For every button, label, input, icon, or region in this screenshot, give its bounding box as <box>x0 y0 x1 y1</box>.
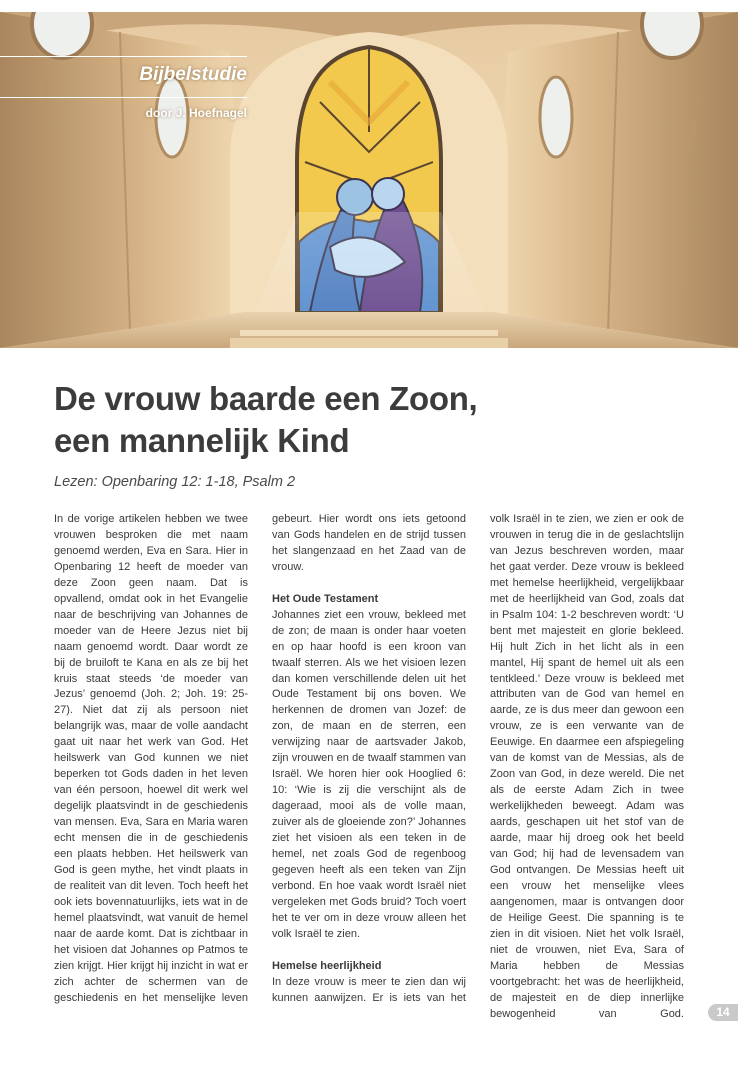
article-title-line-2: een mannelijk Kind <box>54 422 350 459</box>
series-title: Bijbelstudie <box>139 64 247 85</box>
reading-reference: Lezen: Openbaring 12: 1-18, Psalm 2 <box>54 474 296 490</box>
paragraph: In de vorige artikelen hebben we twee vrouwen besproken die met naam genoemd werden, Eva en Sara. Hier in Openbaring 12 heeft de moeder van deze Zoon geen naam. Dat is opvallend, omdat ook in het Evangelie naar de beschrijving van Johannes de moeder van de Heere Jezus niet bij naam genoemd wordt. Daar wordt ze bij de bruiloft te Kana en als ze bij het kruis staat steeds ‘de moeder van Jezus’ genoemd (Joh. 2; Joh. 19: 25-27). Niet dat zij als persoon niet belangrijk was, maar de volle aandacht gaat uit naar het werk van God. Het heilswerk van God kunnen we niet beperken tot Gods daden in het leven van één persoon, hoewel dit werk wel degelijk plaatsvindt in de geschiedenis van mensen. Eva, Sara en Maria waren echt mensen die in de geschiedenis een plaats hebben. Het heilswerk van God is geen mythe, het vindt plaats in de realiteit van dit leven. Toch heeft het ook iets bovennatuurlijks, iets wat in de hemel plaatsvindt, wat vanuit de hemel naar de aarde komt. Dat is zichtbaar in het visioen dat Johannes op Patmos te zien krijgt. Hier krijgt hij inzicht in wat er zich achter de schermen van de geschiedenis en het menselijke leven <box>54 513 248 1004</box>
paragraph: Johannes ziet een vrouw, bekleed met de zon; de maan is onder haar voeten en op haar hoofd is een kroon van twaalf sterren. Als we het visioen lezen dan komen verschillende delen uit het Oude Testament bij ons boven. We herkennen de dromen van Jozef: de zon, de maan en de sterren, een verwijzing naar de aartsvader Jakob, zijn vrouwen en de twaalf stammen van Israël. We horen hier ook Hooglied 6: 10: ‘Wie is zij die verschijnt als de dageraad, mooi als de volle maan, zuiver als de gloeiende zon?’ Johannes ziet het visioen als een teken in de hemel, net zoals God de regenboog gegeven heeft als een teken van Zijn verbond. En hoe vaak wordt Israël niet vergeleken met Gods bruid? Toch voert het te ver om in deze vrouw alleen het volk Israël te zien. <box>272 608 466 940</box>
paragraph: In deze vrouw is meer te zien dan wij kunnen aanwijzen. Er is iets van het <box>272 975 466 1004</box>
text-column-3 <box>490 512 684 1023</box>
section-heading: Het Oude Testament <box>272 592 379 605</box>
section-heading: Hemelse heerlijkheid <box>272 959 382 972</box>
church-interior-illustration <box>0 12 738 348</box>
header-top-rule <box>0 56 247 57</box>
text-column-2 <box>272 512 466 1007</box>
text-column-1 <box>54 512 248 1007</box>
header-bottom-rule <box>0 97 247 98</box>
author-byline: door J. Hoefnagel <box>145 106 247 120</box>
article-title <box>54 378 477 462</box>
paragraph: volk Israël in te zien, we zien er ook de vrouwen in terug die in de geslachtslijn van Jezus beschreven worden, maar het gaat verder. Deze vrouw is bekleed met hemelse heerlijkheid, vergelijkbaar met de heerlijkheid van God, zoals dat in Psalm 104: 1-2 beschreven wordt: ‘U bent met majesteit en glorie bekleed. Hij hult Zich in het licht als in een mantel, Hij spant de hemel uit als een tentkleed.’ Deze vrouw is bekleed met attributen van de God van hemel en aarde, ze is dus meer dan gewoon een vrouw, ze is een verwante van de Eeuwige. En daarmee een afspiegeling van de komst van de Messias, als de Zoon van God, in deze wereld. Die net als de eerste Adam Zich in twee werkelijkheden beweegt. Adam was aards, geschapen uit het stof van de aarde, maar hij droeg ook het beeld van God; hij had de levensadem van God ontvangen. De Messias heeft uit een vrouw het menselijke vlees aangenomen, maar is ontvangen door de Heilige Geest. Die spanning is te zien in dit visioen. Niet het volk Israël, niet de vrouwen, niet Eva, Sara of Maria hebben de Messias voortgebracht: het was de heerlijkheid, de majesteit en de diep innerlijke bewogenheid van God. <box>490 513 684 1020</box>
hero-image <box>0 12 738 348</box>
article-title-line-1: De vrouw baarde een Zoon, <box>54 380 478 417</box>
page-number: 14 <box>708 1004 738 1021</box>
paragraph: gebeurt. Hier wordt ons iets getoond van Gods handelen en de strijd tussen het slangenzaad en het Zaad van de vrouw. <box>272 513 466 573</box>
